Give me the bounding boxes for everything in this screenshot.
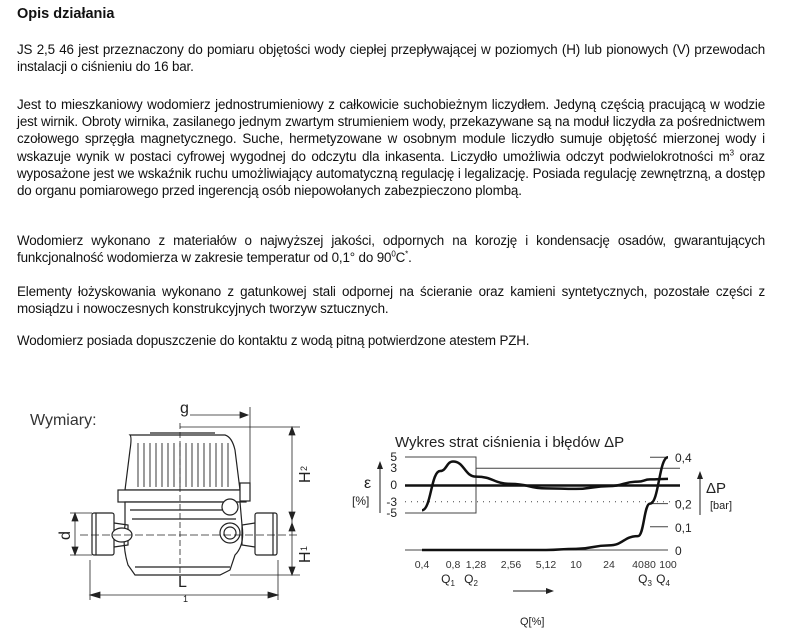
paragraph-materials [17,232,765,266]
right-tick-label: 0,1 [675,520,692,535]
regulator [220,523,240,543]
right-axis-label: ΔP [706,480,727,497]
right-tick-label: 0,4 [675,451,692,466]
right-tick-label: 0,2 [675,497,692,512]
x-tick-label: 2,56 [500,559,522,571]
x-tick-label: 40 [632,559,644,571]
seal [222,499,238,515]
paragraph-materials-text-b: C [395,250,406,266]
flow-mark-sub: 4 [665,579,670,588]
inlet-connector [92,513,114,555]
paragraph-bearings: Elementy łożyskowania wykonano z gatunkowej stali odpornej na ścieranie oraz kamieni syntetycznych, pozostałe części z mosiądzu i nowoczesnych konstrukcyjnych tworzyw sztucznych. [17,284,765,317]
meter-cap [125,435,240,490]
flow-mark-sub: 2 [473,579,478,588]
x-tick-label: 5,12 [535,559,557,571]
superscript-degree: 0 [391,249,396,259]
paragraph-materials-text-a: Wodomierz wykonano z materiałów o najwyższej jakości, odpornych na korozję i kondensację osadów, gwarantujących funkcjonalność wodomierza w zakresie temperatur od 0,1° do 90 [17,233,765,266]
left-tick-label: 5 [390,450,397,464]
dim-H1-label: H [297,551,314,563]
flow-mark-sub: 1 [450,579,455,588]
left-tick-label: -3 [386,494,397,509]
left-tick-label: 3 [390,461,397,476]
flow-mark-label: $Q_2$ [464,572,478,588]
superscript-cubic: 3 [729,148,734,158]
x-axis-arrowhead [546,588,554,594]
x-tick-label: 0,4 [414,559,430,571]
dim-H1-sub: 1 [299,545,309,551]
paragraph-description-text-b: oraz wyposażone jest we wskaźnik ruchu umożliwiający automatyczną regulację i legalizację. Posiada regulację zewnętrzną, a dostęp do organu pomiarowego przed ingerencją osób niepowołanych zabezpieczono plombą. [17,148,765,199]
dim-H2-label: H [297,471,314,483]
section-heading: Opis działania [17,6,115,22]
x-tick-label: 80 [644,559,656,571]
x-tick-label: 24 [603,559,615,571]
dimensions-label: Wymiary: [30,412,97,429]
paragraph-description-text-a: Jest to mieszkaniowy wodomierz jednostrumieniowy z całkowicie suchobieżnym liczydłem. Jedyną częścią pracującą w wodzie jest wirnik. Obroty wirnika, zasilanego jednym zwartym strumieniem wody, przekazywane są na moduł liczydła za pośrednictwem czołowego sprzęgła magnetycznego. Suche, hermetyzowane w osobnym module liczydło sumuje objętość mierzonej wody i wskazuje wynik w postaci cyfrowej wygodnej do odczytu dla inkasenta. Liczydło umożliwia odczyt podwielokrotności m [17,97,765,164]
paragraph-description [17,96,765,199]
dim-d-label: d [57,531,74,540]
x-tick-label: 10 [570,559,582,571]
paragraph-materials-text-c: . [408,250,412,266]
flow-mark-sub: 3 [647,579,652,588]
pressure-loss-curve [422,457,668,550]
right-axis-arrowhead [697,471,703,479]
dim-H2-sub: 2 [299,465,309,471]
x-tick-label: 100 [659,559,677,571]
chart-title: Wykres strat ciśnienia i błędów ΔP [395,434,625,451]
outlet-connector [255,513,277,555]
flow-mark-label: $Q_4$ [656,572,670,588]
pressure-loss-chart [350,425,770,630]
left-tick-label: -5 [386,506,397,520]
left-axis-unit: [%] [352,494,370,508]
flow-mark-label: $Q_3$ [638,572,652,588]
dim-L-sub: 1 [183,594,189,604]
water-meter-drawing [30,395,320,605]
left-axis-label: ε [364,475,372,492]
x-tick-label: 1,28 [465,559,487,571]
left-axis-arrowhead [377,461,383,469]
dim-L-label: L [178,574,187,591]
dim-g-label: g [180,400,189,417]
right-tick-label: 0 [675,544,682,558]
paragraph-certificate: Wodomierz posiada dopuszczenie do kontaktu z wodą pitną potwierdzone atestem PZH. [17,333,530,348]
right-axis-unit: [bar] [710,500,733,512]
x-axis-label: Q[%] [520,616,545,628]
x-tick-label: 0,8 [445,559,461,571]
superscript-asterisk: * [405,249,409,259]
left-tick-label: 0 [390,478,397,492]
paragraph-purpose: JS 2,5 46 jest przeznaczony do pomiaru objętości wody ciepłej przepływającej w poziomych (H) lub pionowych (V) przewodach instalacji o ciśnieniu do 16 bar. [17,42,765,75]
flow-mark-label: $Q_1$ [441,572,455,588]
